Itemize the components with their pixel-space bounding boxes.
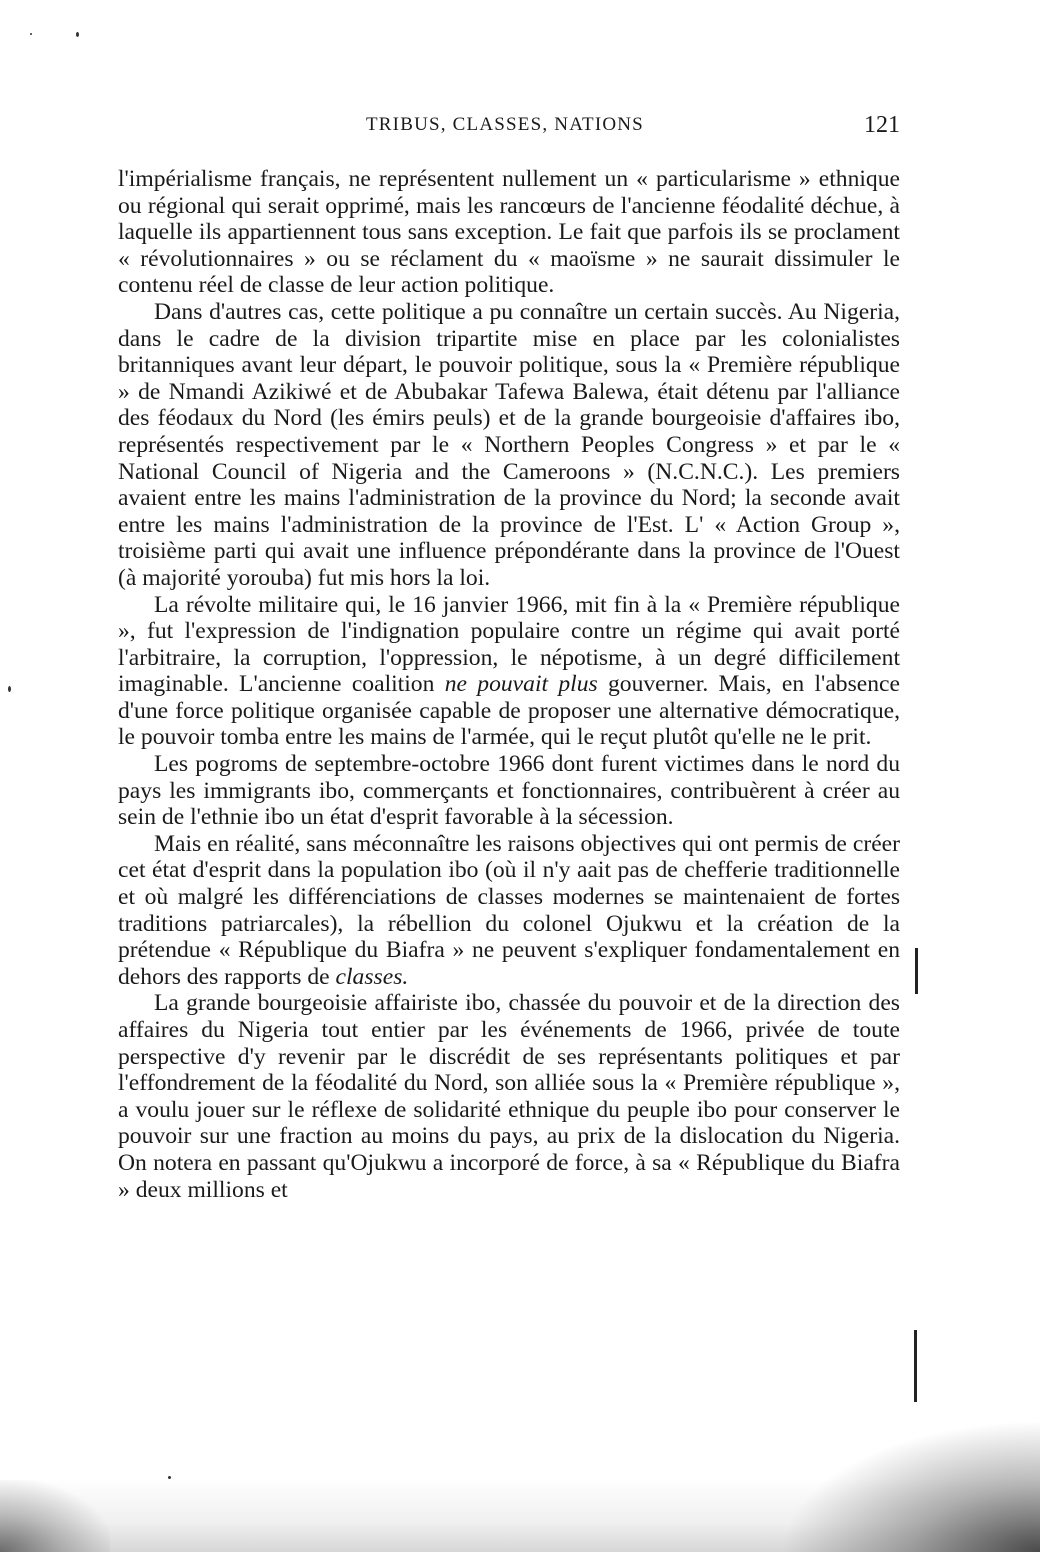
paragraph-3-text-a: La révolte militaire qui, le 16 janvier 1966, mit fin à la « Première république », fut l'expression de l'indignation populaire contre un régime qui avait porté l'arbitraire, la corruption, l'oppression, le népotisme, à un degré difficilement imaginable. L'ancienne coalition <box>118 591 900 698</box>
paragraph-5 <box>118 831 900 991</box>
scan-speck <box>8 686 11 692</box>
running-title: TRIBUS, CLASSES, NATIONS <box>366 114 644 135</box>
paragraph-3 <box>118 592 900 752</box>
paragraph-1: l'impérialisme français, ne représentent nullement un « particularisme » ethnique ou régional qui serait opprimé, mais les rancœurs de l'ancienne féodalité déchue, à laquelle ils appartiennent tous sans exception. Le fait que parfois ils se proclament « révolutionnaires » ou se réclament du « maoïsme » ne saurait dissimuler le contenu réel de classe de leur action politique. <box>118 166 900 299</box>
margin-mark-1 <box>915 948 918 994</box>
page-number: 121 <box>864 112 900 138</box>
scan-speck <box>30 33 32 35</box>
paragraph-5-text-a: Mais en réalité, sans méconnaître les raisons objectives qui ont permis de créer cet état d'esprit dans la population ibo (où il n'y aait pas de chefferie traditionnelle et où malgré les différenciations de classes modernes se maintenaient de fortes traditions patriarcales), la rébellion du colonel Ojukwu et la création de la prétendue « République du Biafra » ne peuvent s'expliquer fondamentalement en dehors des rapports de <box>118 830 900 990</box>
paragraph-3-italic: ne pouvait plus <box>444 671 598 698</box>
running-head <box>118 112 900 142</box>
body-text <box>118 166 900 1203</box>
paragraph-2: Dans d'autres cas, cette politique a pu connaître un certain succès. Au Nigeria, dans le cadre de la division tripartite mise en place par les colonialistes britanniques avant leur départ, le pouvoir politique, sous la « Première république » de Nmandi Azikiwé et de Abubakar Tafewa Balewa, était détenu par l'alliance des féodaux du Nord (les émirs peuls) et de la grande bourgeoisie d'affaires ibo, représentés respectivement par le « Northern Peoples Congress » et par le « National Council of Nigeria and the Cameroons » (N.C.N.C.). Les premiers avaient entre les mains l'administration de la province du Nord; la seconde avait entre les mains l'administration de la province de l'Est. L' « Action Group », troisième parti qui avait une influence prépondérante dans la province de l'Ouest (à majorité yorouba) fut mis hors la loi. <box>118 298 900 591</box>
scan-shadow-left <box>0 1480 110 1552</box>
paragraph-6: La grande bourgeoisie affairiste ibo, chassée du pouvoir et de la direction des affaires du Nigeria tout entier par les événements de 1966, privée de toute perspective d'y revenir par le discrédit de ses représentants politiques et par l'effondrement de la féodalité du Nord, son alliée sous la « Première république », a voulu jouer sur le réflexe de solidarité ethnique du peuple ibo pour conserver le pouvoir sur une fraction au moins du pays, au prix de la dislocation du Nigeria. On notera en passant qu'Ojukwu a incorporé de force, à sa « République du Biafra » deux millions et <box>118 990 900 1203</box>
paragraph-3-text-b: gouverner. Mais, en l'absence d'une force politique organisée capable de proposer une alternative démocratique, le pouvoir tomba entre les mains de l'armée, qui le reçut plutôt qu'elle ne le prit. <box>118 671 900 751</box>
paragraph-4: Les pogroms de septembre-octobre 1966 dont furent victimes dans le nord du pays les immigrants ibo, commerçants et fonctionnaires, contribuèrent à créer au sein de l'ethnie ibo un état d'esprit favorable à la sécession. <box>118 751 900 831</box>
scan-speck <box>76 32 79 37</box>
paragraph-5-italic: classes. <box>335 963 409 990</box>
margin-mark-2 <box>914 1330 917 1402</box>
scan-shadow-right <box>780 1420 1040 1552</box>
